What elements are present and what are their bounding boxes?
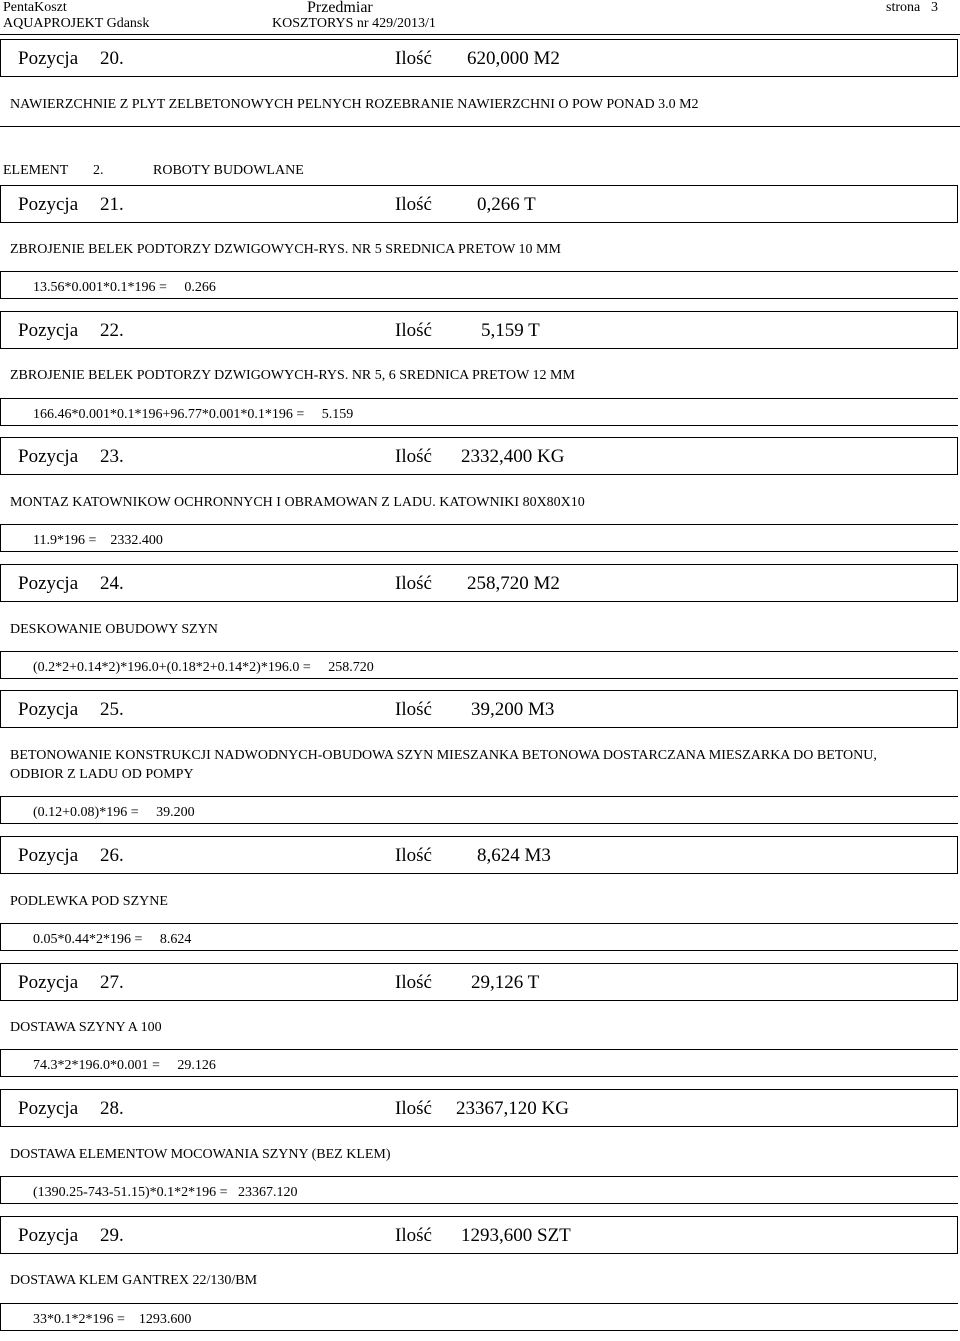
calculation-formula: 0.05*0.44*2*196 = 8.624 — [33, 932, 192, 947]
position-quantity: 8,624 M3 — [477, 845, 551, 866]
calculation-row — [0, 923, 958, 951]
pozycja-label: Pozycja — [18, 699, 79, 720]
position-row — [0, 963, 958, 1001]
position-number: 20. — [100, 48, 124, 69]
position-row — [0, 564, 958, 602]
position-description: PODLEWKA POD SZYNE — [10, 894, 168, 909]
pozycja-label: Pozycja — [18, 972, 79, 993]
header-divider — [0, 34, 960, 35]
position-description: MONTAZ KATOWNIKOW OCHRONNYCH I OBRAMOWAN Z LADU. KATOWNIKI 80X80X10 — [10, 495, 585, 510]
page-label: strona — [886, 0, 921, 15]
position-number: 29. — [100, 1225, 124, 1246]
position-number: 23. — [100, 446, 124, 467]
ilosc-label: Ilość — [395, 972, 432, 993]
pozycja-label: Pozycja — [18, 446, 79, 467]
position-description: DOSTAWA ELEMENTOW MOCOWANIA SZYNY (BEZ KLEM) — [10, 1147, 391, 1162]
position-description: BETONOWANIE KONSTRUKCJI NADWODNYCH-OBUDOWA SZYN MIESZANKA BETONOWA DOSTARCZANA MIESZARKA DO BETONU, ODBIOR Z LADU OD POMPY — [10, 748, 877, 782]
position-number: 28. — [100, 1098, 124, 1119]
position-description: DOSTAWA KLEM GANTREX 22/130/BM — [10, 1273, 258, 1288]
calculation-formula: 33*0.1*2*196 = 1293.600 — [33, 1312, 192, 1327]
calculation-row — [0, 796, 958, 824]
calculation-row — [0, 651, 958, 679]
document-title: Przedmiar — [307, 0, 373, 16]
calculation-row — [0, 1303, 958, 1331]
position-row — [0, 1216, 958, 1254]
position-description: ZBROJENIE BELEK PODTORZY DZWIGOWYCH-RYS. NR 5, 6 SREDNICA PRETOW 12 MM — [10, 368, 575, 383]
ilosc-label: Ilość — [395, 48, 432, 69]
ilosc-label: Ilość — [395, 446, 432, 467]
calculation-formula: 166.46*0.001*0.1*196+96.77*0.001*0.1*196 = 5.159 — [33, 407, 354, 422]
calculation-row — [0, 398, 958, 426]
position-description: DOSTAWA SZYNY A 100 — [10, 1020, 162, 1035]
position-quantity: 1293,600 SZT — [461, 1225, 571, 1246]
pozycja-label: Pozycja — [18, 1225, 79, 1246]
section-divider — [0, 126, 960, 127]
position-description: NAWIERZCHNIE Z PLYT ZELBETONOWYCH PELNYCH ROZEBRANIE NAWIERZCHNI O POW PONAD 3.0 M2 — [10, 97, 699, 112]
ilosc-label: Ilość — [395, 1098, 432, 1119]
position-row — [0, 185, 958, 223]
app-name: PentaKoszt — [3, 0, 67, 15]
pozycja-label: Pozycja — [18, 845, 79, 866]
position-number: 26. — [100, 845, 124, 866]
position-row — [0, 1089, 958, 1127]
calculation-formula: 11.9*196 = 2332.400 — [33, 533, 163, 548]
ilosc-label: Ilość — [395, 845, 432, 866]
position-quantity: 39,200 M3 — [471, 699, 555, 720]
position-description: DESKOWANIE OBUDOWY SZYN — [10, 622, 218, 637]
page-number: 3 — [931, 0, 938, 15]
calculation-formula: (0.12+0.08)*196 = 39.200 — [33, 805, 195, 820]
pozycja-label: Pozycja — [18, 573, 79, 594]
position-number: 22. — [100, 320, 124, 341]
pozycja-label: Pozycja — [18, 320, 79, 341]
pozycja-label: Pozycja — [18, 194, 79, 215]
element-number: 2. — [93, 163, 104, 178]
position-number: 21. — [100, 194, 124, 215]
position-quantity: 258,720 M2 — [467, 573, 560, 594]
position-row — [0, 39, 958, 77]
position-quantity: 0,266 T — [477, 194, 536, 215]
pozycja-label: Pozycja — [18, 48, 79, 69]
calculation-formula: 13.56*0.001*0.1*196 = 0.266 — [33, 280, 216, 295]
company-name: AQUAPROJEKT Gdansk — [3, 16, 150, 31]
position-description: ZBROJENIE BELEK PODTORZY DZWIGOWYCH-RYS. NR 5 SREDNICA PRETOW 10 MM — [10, 242, 561, 257]
element-name: ROBOTY BUDOWLANE — [153, 163, 304, 178]
position-quantity: 620,000 M2 — [467, 48, 560, 69]
position-quantity: 5,159 T — [481, 320, 540, 341]
calculation-row — [0, 524, 958, 552]
calculation-formula: (0.2*2+0.14*2)*196.0+(0.18*2+0.14*2)*196.0 = 258.720 — [33, 660, 374, 675]
position-row — [0, 836, 958, 874]
position-quantity: 29,126 T — [471, 972, 540, 993]
element-label: ELEMENT — [3, 163, 69, 178]
position-row — [0, 690, 958, 728]
ilosc-label: Ilość — [395, 573, 432, 594]
position-number: 24. — [100, 573, 124, 594]
calculation-formula: (1390.25-743-51.15)*0.1*2*196 = 23367.120 — [33, 1185, 298, 1200]
ilosc-label: Ilość — [395, 1225, 432, 1246]
pozycja-label: Pozycja — [18, 1098, 79, 1119]
ilosc-label: Ilość — [395, 699, 432, 720]
calculation-formula: 74.3*2*196.0*0.001 = 29.126 — [33, 1058, 216, 1073]
position-quantity: 2332,400 KG — [461, 446, 565, 467]
ilosc-label: Ilość — [395, 194, 432, 215]
calculation-row — [0, 271, 958, 299]
position-quantity: 23367,120 KG — [456, 1098, 569, 1119]
position-row — [0, 311, 958, 349]
calculation-row — [0, 1176, 958, 1204]
ilosc-label: Ilość — [395, 320, 432, 341]
position-number: 25. — [100, 699, 124, 720]
document-number: KOSZTORYS nr 429/2013/1 — [272, 16, 436, 31]
position-number: 27. — [100, 972, 124, 993]
position-row — [0, 437, 958, 475]
calculation-row — [0, 1049, 958, 1077]
